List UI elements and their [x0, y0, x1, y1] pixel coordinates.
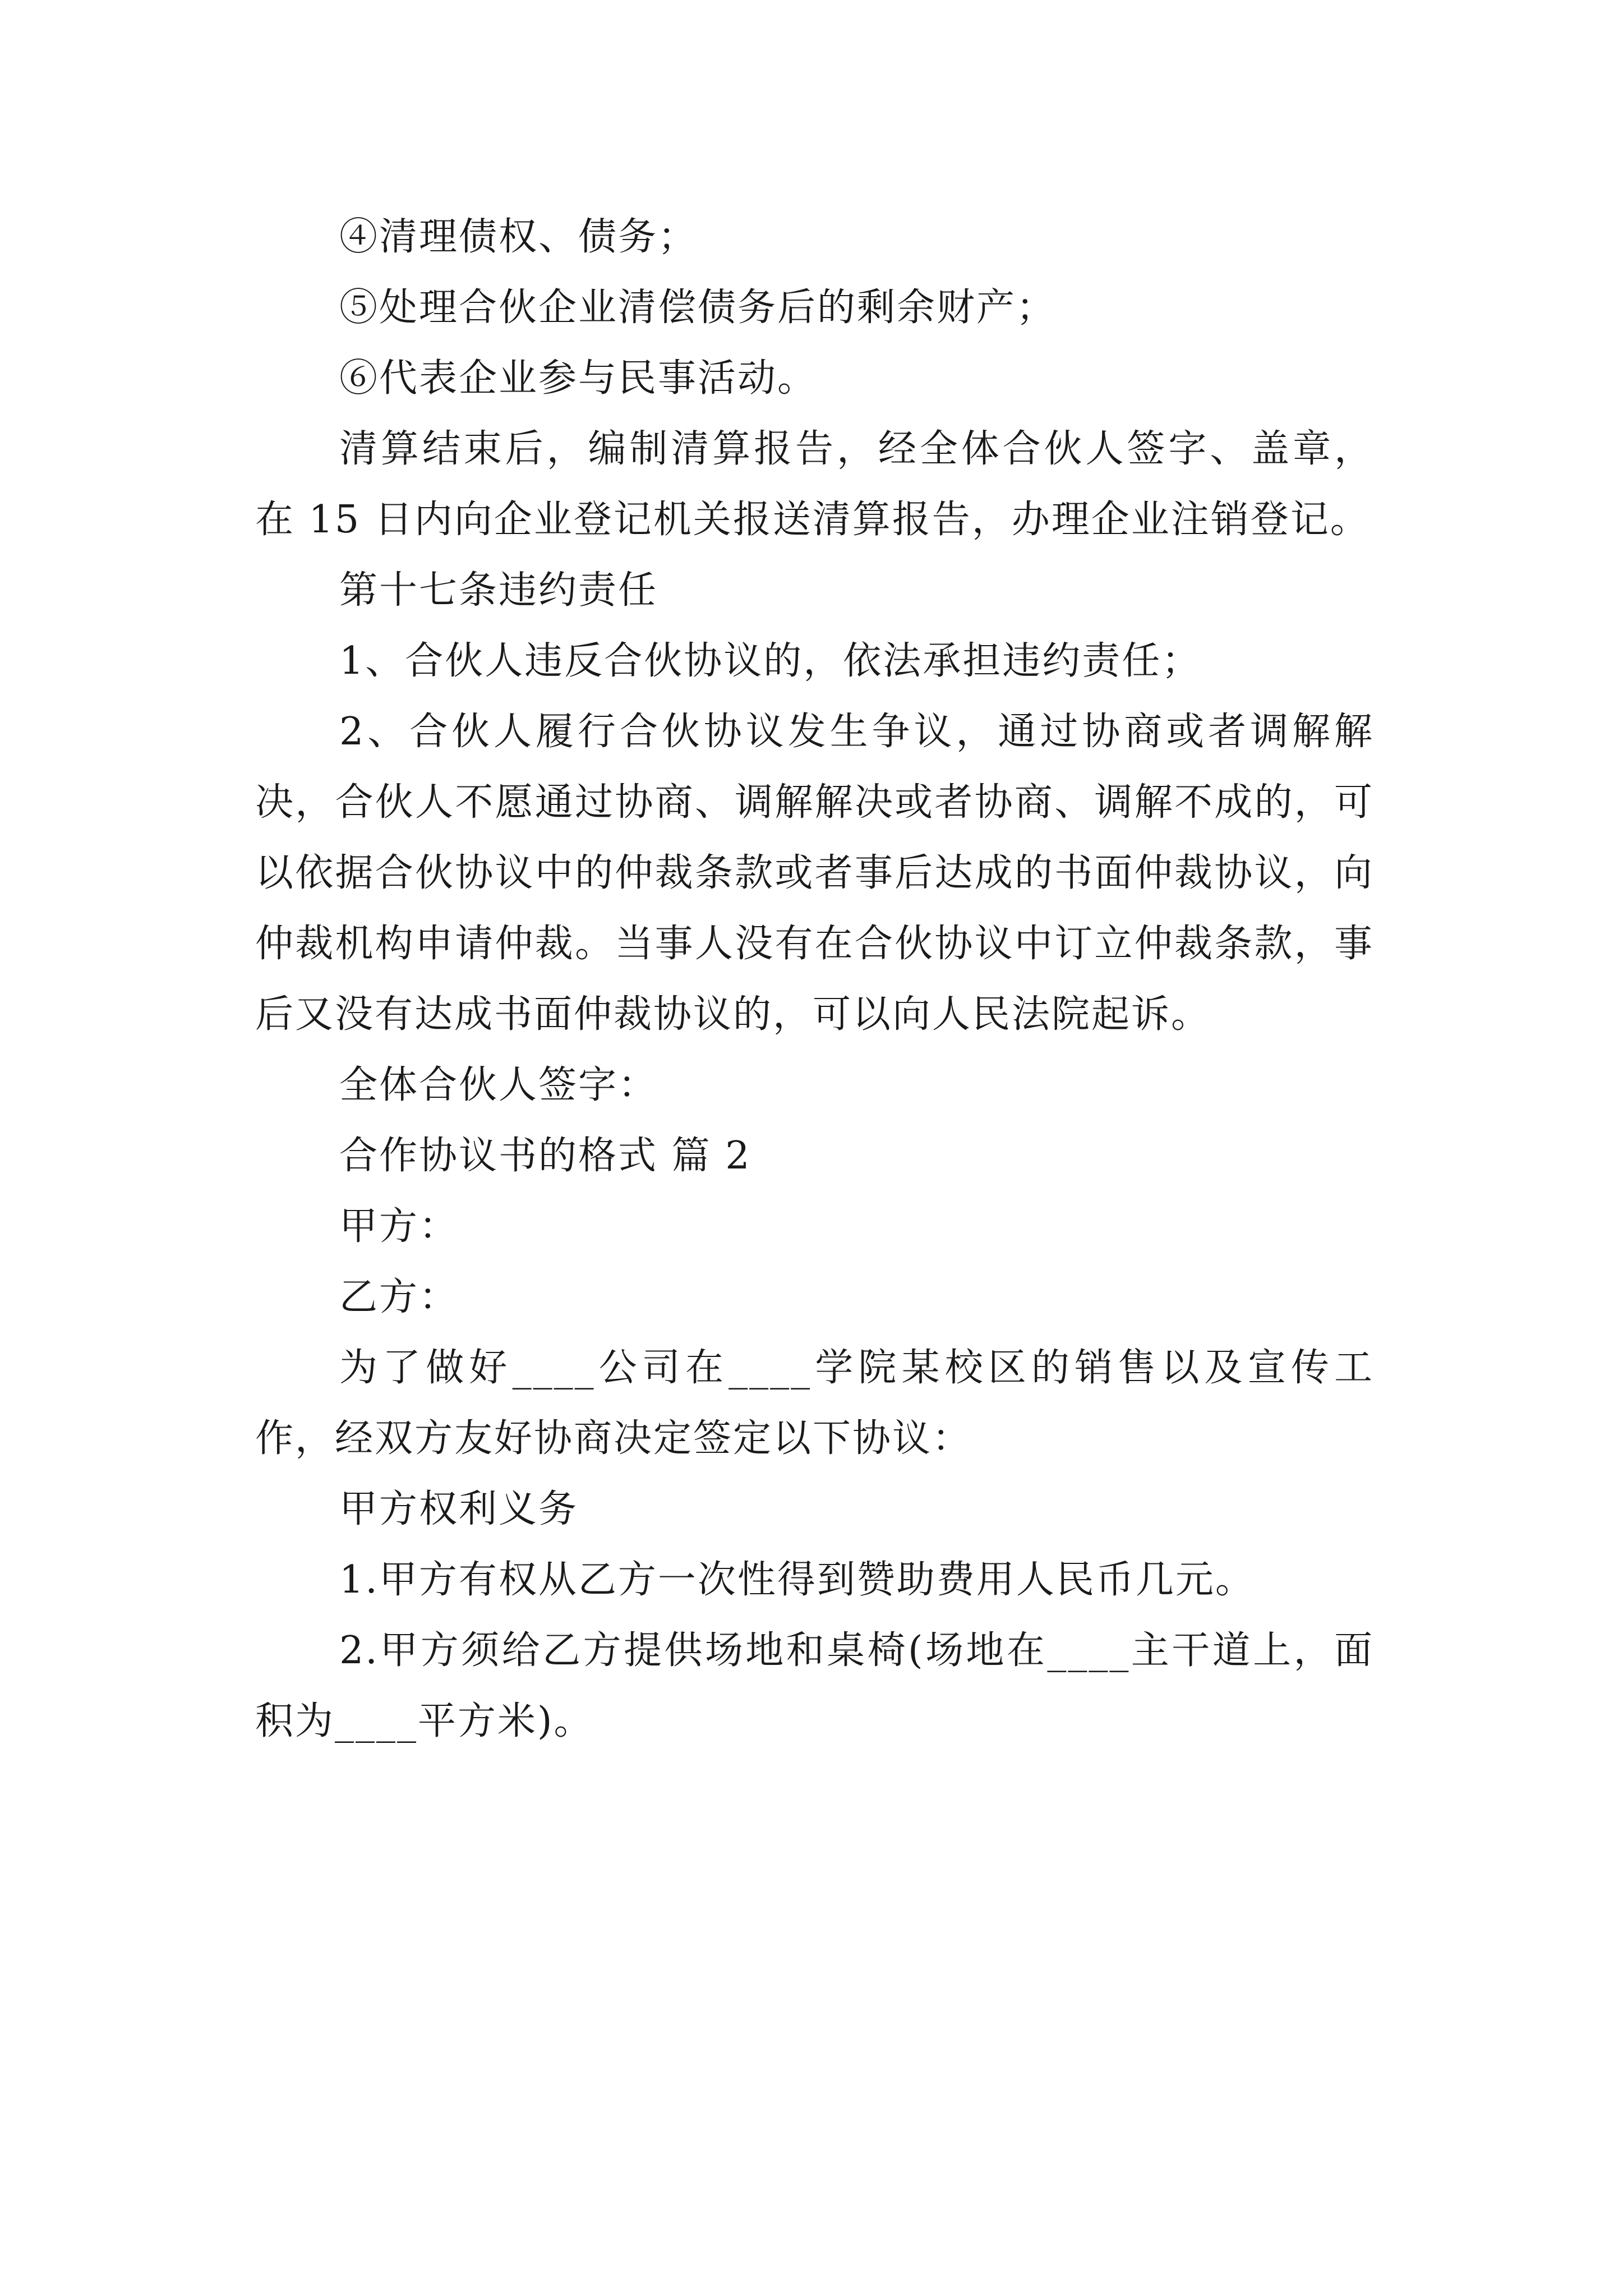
liability-clause-1: 1、合伙人违反合伙协议的，依法承担违约责任； — [339, 639, 1202, 683]
agreement-intro: 为了做好____公司在____学院某校区的销售以及宣传工作，经双方友好协商决定签定以下协议： — [255, 1346, 1374, 1461]
partners-signature-line: 全体合伙人签字： — [339, 1063, 658, 1107]
article-17-heading: 第十七条违约责任 — [339, 568, 658, 613]
party-b-line: 乙方： — [339, 1275, 459, 1319]
clause-item-6: ⑥代表企业参与民事活动。 — [339, 356, 818, 401]
liability-clause-2: 2、合伙人履行合伙协议发生争议，通过协商或者调解解决，合伙人不愿通过协商、调解解决或者协商、调解不成的，可以依据合伙协议中的仲裁条款或者事后达成的书面仲裁协议，向仲裁机构申请仲裁。当事人没有在合伙协议中订立仲裁条款，事后又没有达成书面仲裁协议的，可以向人民法院起诉。 — [255, 710, 1374, 1037]
clause-item-4: ④清理债权、债务； — [339, 215, 698, 259]
party-a-right-2: 2.甲方须给乙方提供场地和桌椅(场地在____主干道上，面积为____平方米)。 — [255, 1628, 1374, 1743]
section-title: 合作协议书的格式 篇 2 — [339, 1134, 751, 1178]
document-page — [255, 202, 1374, 1757]
party-a-line: 甲方： — [339, 1204, 459, 1249]
party-a-right-1: 1.甲方有权从乙方一次性得到赞助费用人民币几元。 — [339, 1558, 1255, 1602]
clause-item-5: ⑤处理合伙企业清偿债务后的剩余财产； — [339, 286, 1057, 330]
liquidation-paragraph: 清算结束后，编制清算报告，经全体合伙人签字、盖章，在 15 日内向企业登记机关报送清算报告，办理企业注销登记。 — [255, 427, 1374, 542]
party-a-rights-heading: 甲方权利义务 — [339, 1487, 579, 1531]
